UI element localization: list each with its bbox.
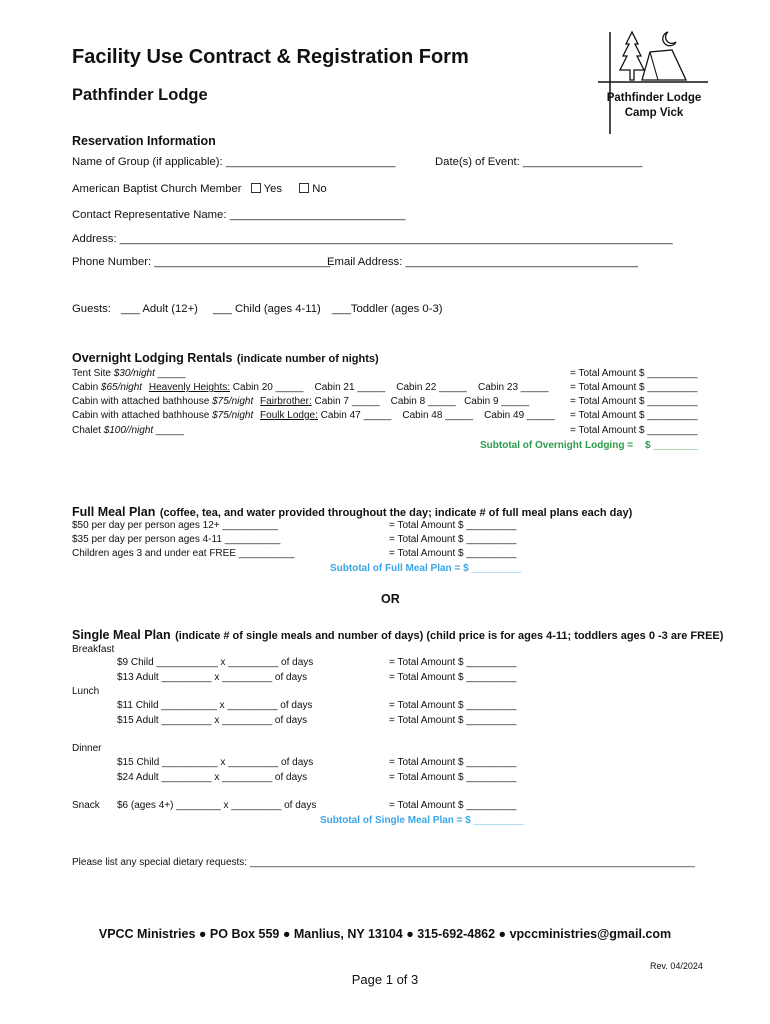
- breakfast-label: Breakfast: [72, 644, 115, 655]
- full-meal-note: (coffee, tea, and water provided throughout the day; indicate # of full meal plans each day): [159, 507, 633, 519]
- row-group: Foulk Lodge:: [260, 410, 318, 421]
- lunch-adult-total[interactable]: = Total Amount $ _________: [389, 715, 517, 726]
- lodging-row-foulk[interactable]: [72, 410, 555, 421]
- no-label: No: [312, 183, 327, 195]
- row-label: Cabin with attached bathhouse: [72, 410, 210, 421]
- yes-label: Yes: [263, 183, 283, 195]
- breakfast-child-total[interactable]: = Total Amount $ _________: [389, 657, 517, 668]
- full-meal-total-2[interactable]: = Total Amount $ _________: [389, 534, 517, 545]
- lodging-title: Overnight Lodging Rentals: [72, 351, 233, 365]
- snack-total[interactable]: = Total Amount $ _________: [389, 800, 517, 811]
- lunch-child-total[interactable]: = Total Amount $ _________: [389, 700, 517, 711]
- guests-adult-field[interactable]: ___ Adult (12+): [121, 303, 198, 315]
- revision-date: Rev. 04/2024: [650, 961, 703, 971]
- lodging-row-tent[interactable]: [72, 368, 185, 379]
- single-meal-heading: [72, 626, 723, 644]
- row-cabins[interactable]: Cabin 47 _____ Cabin 48 _____ Cabin 49 _____: [320, 410, 555, 421]
- email-field[interactable]: Email Address: _____________________________________: [327, 256, 638, 268]
- lunch-adult-row[interactable]: $15 Adult _________ x _________ of days: [117, 715, 308, 726]
- full-meal-row-free[interactable]: Children ages 3 and under eat FREE __________: [72, 548, 295, 559]
- lodging-row-fairbrother[interactable]: [72, 396, 529, 407]
- row-blank[interactable]: _____: [155, 425, 184, 436]
- full-meal-row-adult[interactable]: $50 per day per person ages 12+ __________: [72, 520, 279, 531]
- dinner-child-total[interactable]: = Total Amount $ _________: [389, 757, 517, 768]
- row-label: Cabin: [72, 382, 99, 393]
- dietary-requests-field[interactable]: Please list any special dietary requests: ________________________________________________________________________________: [72, 857, 695, 868]
- lodging-heading: [72, 349, 379, 367]
- logo-line-2: Camp Vick: [624, 107, 684, 119]
- full-meal-total-3[interactable]: = Total Amount $ _________: [389, 548, 517, 559]
- single-meal-subtotal[interactable]: Subtotal of Single Meal Plan = $ _________: [320, 815, 524, 826]
- full-meal-row-child[interactable]: $35 per day per person ages 4-11 __________: [72, 534, 281, 545]
- event-dates-field[interactable]: Date(s) of Event: ___________________: [435, 156, 643, 168]
- snack-label: Snack: [72, 800, 100, 811]
- address-field[interactable]: Address: ________________________________________________________________________________________: [72, 233, 673, 245]
- lodging-subtotal-value[interactable]: $ ________: [645, 440, 698, 451]
- full-meal-heading: [72, 503, 632, 521]
- reservation-heading: Reservation Information: [72, 134, 216, 148]
- member-label: American Baptist Church Member: [72, 183, 242, 195]
- row-price: $65/night: [100, 382, 143, 393]
- contact-name-field[interactable]: Contact Representative Name: ____________________________: [72, 209, 406, 221]
- phone-field[interactable]: Phone Number: ____________________________: [72, 256, 331, 268]
- full-meal-title: Full Meal Plan: [72, 505, 156, 519]
- breakfast-adult-total[interactable]: = Total Amount $ _________: [389, 672, 517, 683]
- breakfast-adult-row[interactable]: $13 Adult _________ x _________ of days: [117, 672, 308, 683]
- row-group: Fairbrother:: [260, 396, 312, 407]
- logo-line-1: Pathfinder Lodge: [606, 92, 702, 104]
- row-cabins[interactable]: Cabin 20 _____ Cabin 21 _____ Cabin 22 _____ Cabin 23 _____: [232, 382, 549, 393]
- row-price: $30/night: [113, 368, 155, 379]
- dinner-adult-row[interactable]: $24 Adult _________ x _________ of days: [117, 772, 308, 783]
- lodging-note: (indicate number of nights): [236, 353, 379, 365]
- member-question: [72, 183, 327, 195]
- row-label: Chalet: [72, 425, 101, 436]
- page-number: Page 1 of 3: [351, 972, 419, 987]
- dinner-child-row[interactable]: $15 Child __________ x _________ of days: [117, 757, 314, 768]
- guests-child-field[interactable]: ___ Child (ages 4-11): [213, 303, 321, 315]
- guests-label: Guests:: [72, 303, 111, 315]
- logo-text: [606, 91, 702, 121]
- row-label: Tent Site: [72, 368, 111, 379]
- lodging-row-chalet[interactable]: [72, 425, 184, 436]
- form-title: Facility Use Contract & Registration Form: [72, 46, 469, 68]
- lodging-total-5[interactable]: = Total Amount $ _________: [570, 425, 698, 436]
- yes-checkbox[interactable]: [251, 183, 261, 193]
- group-name-field[interactable]: Name of Group (if applicable): ___________________________: [72, 156, 396, 168]
- single-meal-title: Single Meal Plan: [72, 628, 171, 642]
- row-price: $75/night: [212, 410, 254, 421]
- full-meal-total-1[interactable]: = Total Amount $ _________: [389, 520, 517, 531]
- dinner-label: Dinner: [72, 743, 102, 754]
- lodging-total-1[interactable]: = Total Amount $ _________: [570, 368, 698, 379]
- guests-toddler-field[interactable]: ___Toddler (ages 0-3): [332, 303, 443, 315]
- single-meal-note: (indicate # of single meals and number of days) (child price is for ages 4-11; toddlers ages 0 -3 are FREE): [175, 630, 724, 642]
- row-price: $100//night: [103, 425, 154, 436]
- row-cabins[interactable]: Cabin 7 _____ Cabin 8 _____ Cabin 9 _____: [314, 396, 530, 407]
- row-blank[interactable]: _____: [157, 368, 186, 379]
- row-group: Heavenly Heights:: [148, 382, 231, 393]
- full-meal-subtotal[interactable]: Subtotal of Full Meal Plan = $ _________: [330, 563, 522, 574]
- row-price: $75/night: [212, 396, 254, 407]
- dinner-adult-total[interactable]: = Total Amount $ _________: [389, 772, 517, 783]
- lodging-row-cabin[interactable]: [72, 382, 549, 393]
- snack-row[interactable]: $6 (ages 4+) ________ x _________ of days: [117, 800, 317, 811]
- breakfast-child-row[interactable]: $9 Child ___________ x _________ of days: [117, 657, 314, 668]
- lodging-total-4[interactable]: = Total Amount $ _________: [570, 410, 698, 421]
- lodging-total-2[interactable]: = Total Amount $ _________: [570, 382, 698, 393]
- lunch-child-row[interactable]: $11 Child __________ x _________ of days: [117, 700, 313, 711]
- lodging-subtotal-label: Subtotal of Overnight Lodging =: [480, 440, 634, 451]
- form-subtitle: Pathfinder Lodge: [72, 86, 208, 104]
- or-divider: OR: [381, 592, 400, 606]
- no-checkbox[interactable]: [299, 183, 309, 193]
- lunch-label: Lunch: [72, 686, 100, 697]
- lodging-total-3[interactable]: = Total Amount $ _________: [570, 396, 698, 407]
- row-label: Cabin with attached bathhouse: [72, 396, 210, 407]
- footer-contact: VPCC Ministries ● PO Box 559 ● Manlius, NY 13104 ● 315-692-4862 ● vpccministries@gmail.com: [98, 927, 672, 941]
